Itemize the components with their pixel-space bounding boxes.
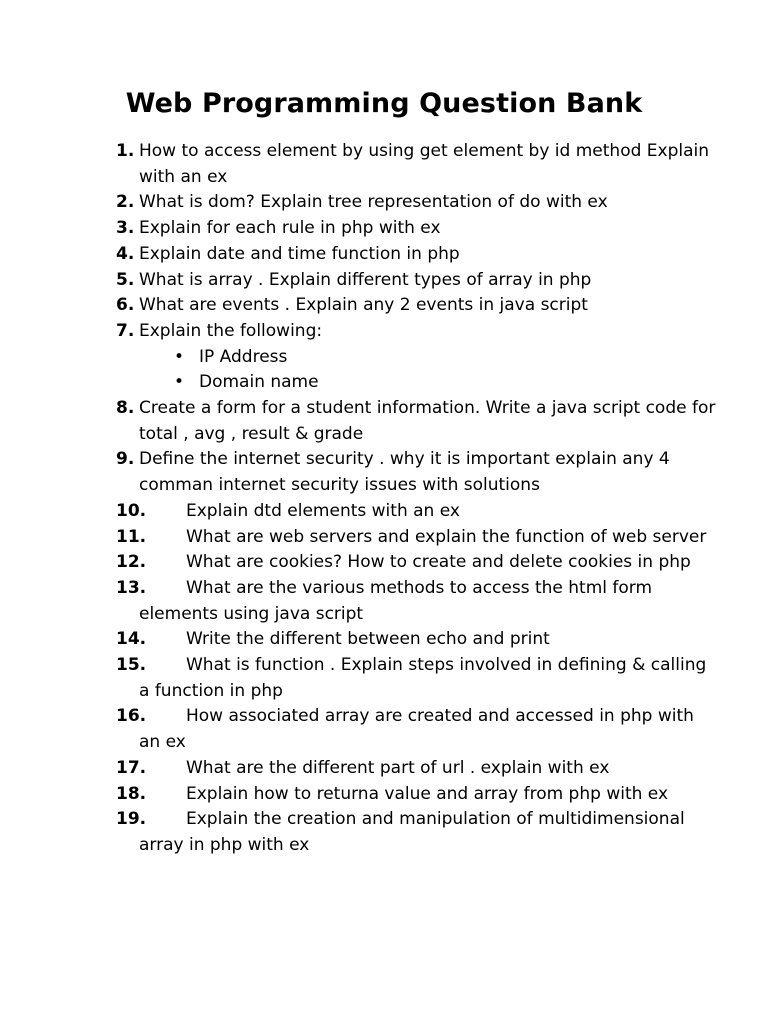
question-text: Explain for each rule in php with ex [139, 218, 441, 239]
list-item [116, 525, 716, 551]
question-text: What are events . Explain any 2 events in java script [139, 295, 588, 316]
sub-list-item [139, 345, 716, 371]
question-text: Write the different between echo and print [186, 629, 550, 650]
question-text: Explain date and time function in php [139, 243, 460, 264]
question-number: 6. [116, 295, 135, 316]
question-number: 5. [116, 269, 135, 290]
question-number: 1. [116, 141, 135, 161]
question-text: Create a form for a student information. Write a java script code for total , avg , result & grade [139, 398, 716, 444]
list-item [116, 396, 716, 447]
list-item [116, 242, 716, 268]
question-number: 19. [116, 809, 147, 830]
list-item [116, 782, 716, 808]
list-item [116, 704, 716, 755]
question-text: What are cookies? How to create and delete cookies in php [186, 552, 691, 573]
list-item [116, 190, 716, 216]
sub-list-item [139, 370, 716, 396]
question-number: 16. [116, 706, 147, 727]
question-text: Explain the following: [139, 320, 323, 341]
question-text: Define the internet security . why it is important explain any 4 comman internet security issues with solutions [139, 449, 670, 496]
question-text: Explain the creation and manipulation of multidimensional array in php with ex [139, 809, 685, 855]
question-list [116, 139, 716, 859]
list-item [116, 293, 716, 319]
sub-item-text: IP Address [199, 346, 288, 367]
question-number: 10. [116, 500, 147, 521]
question-number: 7. [116, 320, 135, 341]
question-number: 2. [116, 192, 135, 213]
list-item [116, 807, 716, 858]
question-text: Explain how to returna value and array from php with ex [186, 783, 669, 804]
sub-list [139, 345, 716, 396]
question-text: How associated array are created and accessed in php with an ex [139, 706, 694, 753]
question-text: What is dom? Explain tree representation of do with ex [139, 192, 608, 213]
list-item [116, 627, 716, 653]
question-number: 18. [116, 783, 147, 804]
bullet-icon: • [174, 372, 185, 393]
question-number: 9. [116, 449, 135, 470]
list-item [116, 216, 716, 242]
question-text: What are the different part of url . explain with ex [186, 757, 610, 778]
question-text: What is array . Explain different types of array in php [139, 269, 592, 290]
question-number: 17. [116, 757, 147, 778]
list-item [116, 653, 716, 704]
question-text: What are web servers and explain the function of web server [186, 526, 707, 547]
list-item [116, 576, 716, 627]
question-text: Explain dtd elements with an ex [186, 500, 460, 521]
list-item [116, 499, 716, 525]
page-title: Web Programming Question Bank [125, 88, 643, 119]
question-text: How to access element by using get element by id method Explain with an ex [139, 141, 710, 187]
sub-item-text: Domain name [199, 372, 319, 393]
list-item [116, 319, 716, 396]
list-item [116, 268, 716, 294]
bullet-icon: • [174, 346, 185, 367]
question-text: What are the various methods to access the html form elements using java script [139, 577, 653, 624]
question-number: 12. [116, 552, 147, 573]
list-item [116, 447, 716, 498]
question-number: 13. [116, 577, 147, 598]
question-number: 4. [116, 243, 135, 264]
question-number: 15. [116, 655, 147, 676]
list-item [116, 139, 716, 190]
list-item [116, 756, 716, 782]
question-number: 3. [116, 218, 135, 239]
question-number: 8. [116, 398, 135, 419]
question-text: What is function . Explain steps involved in defining & calling a function in php [139, 655, 707, 701]
question-number: 14. [116, 629, 147, 650]
question-number: 11. [116, 526, 147, 547]
list-item [116, 550, 716, 576]
